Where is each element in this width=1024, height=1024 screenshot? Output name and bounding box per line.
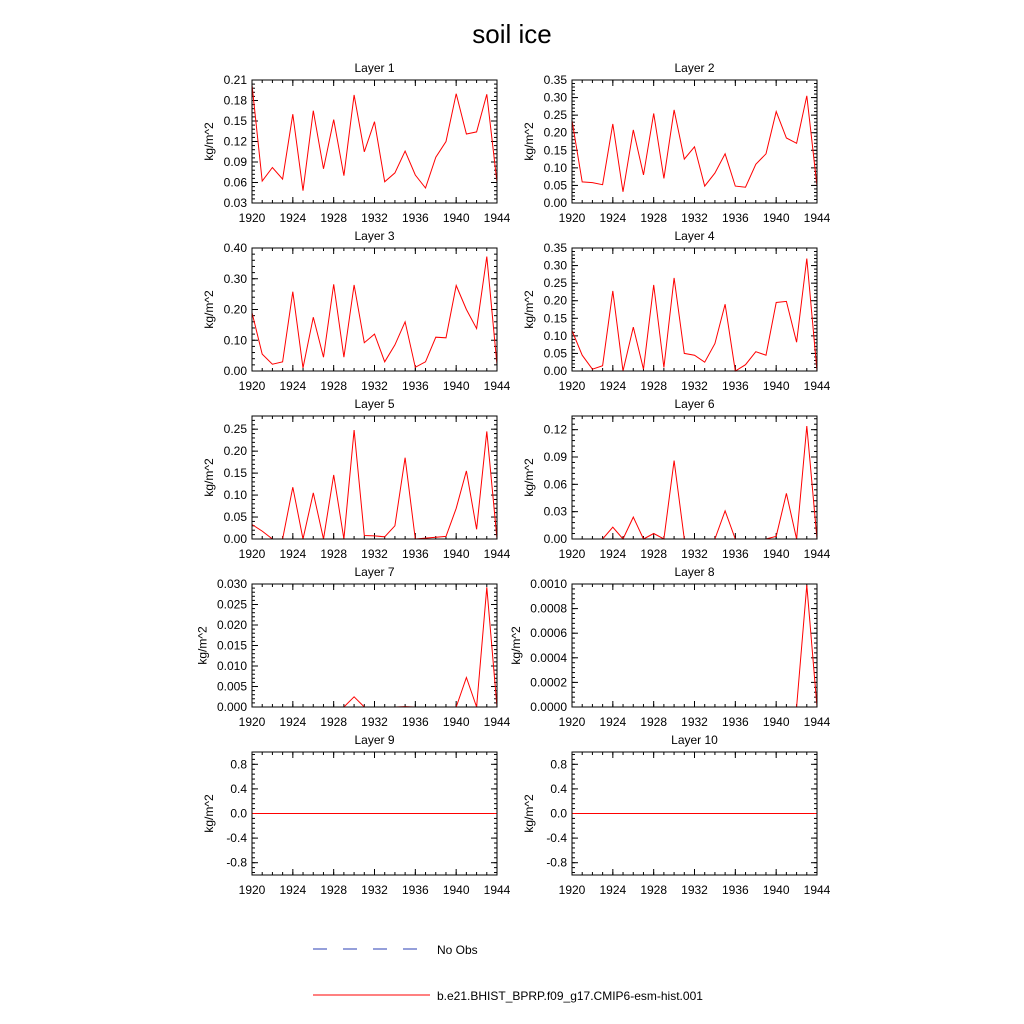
x-tick-label: 1924	[279, 547, 307, 561]
panel-layer-3	[202, 229, 510, 393]
x-tick-label: 1924	[599, 883, 627, 897]
panel-title: Layer 7	[354, 565, 395, 579]
y-axis-label: kg/m^2	[202, 290, 217, 329]
x-tick-label: 1920	[558, 547, 586, 561]
y-tick-label: 0.0006	[530, 626, 567, 641]
y-tick-label: 0.0008	[530, 601, 567, 616]
y-tick-label: 0.0002	[530, 675, 567, 690]
y-tick-label: 0.09	[223, 155, 247, 169]
series-line	[572, 585, 817, 707]
x-tick-label: 1936	[401, 547, 429, 561]
panel-title: Layer 10	[671, 733, 718, 747]
x-tick-label: 1936	[721, 211, 749, 225]
plot-frame	[252, 248, 497, 371]
x-tick-label: 1928	[640, 211, 668, 225]
x-tick-label: 1932	[681, 715, 708, 729]
panel-layer-4	[522, 229, 830, 393]
plot-frame	[572, 584, 817, 707]
y-tick-label: 0.12	[543, 422, 567, 437]
legend-label-no-obs: No Obs	[437, 943, 478, 957]
y-tick-label: 0.0010	[530, 577, 567, 591]
x-tick-label: 1928	[320, 883, 348, 897]
y-tick-label: 0.000	[216, 700, 247, 714]
y-tick-label: 0.35	[543, 73, 567, 87]
x-tick-label: 1936	[401, 379, 429, 393]
y-tick-label: 0.12	[223, 134, 247, 149]
x-tick-label: 1944	[483, 715, 511, 729]
x-tick-label: 1924	[599, 379, 627, 393]
x-tick-label: 1928	[320, 547, 348, 561]
x-tick-label: 1920	[238, 883, 266, 897]
x-tick-label: 1924	[599, 547, 627, 561]
y-axis-label: kg/m^2	[522, 122, 537, 161]
panel-title: Layer 4	[674, 229, 715, 243]
panel-title: Layer 8	[674, 565, 715, 579]
x-tick-label: 1924	[279, 715, 307, 729]
y-axis-label: kg/m^2	[202, 458, 217, 497]
x-tick-label: 1944	[483, 379, 511, 393]
panel-layer-1	[202, 61, 510, 225]
panel-title: Layer 9	[354, 733, 395, 747]
y-tick-label: 0.05	[223, 510, 247, 525]
y-tick-label: 0.15	[223, 466, 247, 481]
x-tick-label: 1928	[640, 547, 668, 561]
panel-title: Layer 6	[674, 397, 715, 411]
y-tick-label: 0.20	[543, 125, 567, 140]
y-tick-label: 0.00	[543, 532, 567, 546]
panel-layer-7	[196, 565, 511, 729]
panel-layer-8	[509, 565, 831, 729]
x-tick-label: 1944	[803, 715, 831, 729]
y-tick-label: -0.4	[546, 831, 567, 846]
x-tick-label: 1944	[803, 379, 831, 393]
y-tick-label: 0.03	[223, 196, 247, 210]
x-tick-label: 1944	[803, 883, 831, 897]
y-tick-label: -0.4	[226, 831, 247, 846]
y-tick-label: 0.06	[223, 175, 247, 190]
x-tick-label: 1944	[803, 547, 831, 561]
x-tick-label: 1936	[721, 715, 749, 729]
y-tick-label: 0.05	[543, 178, 567, 193]
panel-title: Layer 1	[354, 61, 395, 75]
y-tick-label: 0.20	[223, 444, 247, 459]
y-tick-label: 0.005	[216, 679, 247, 694]
x-tick-label: 1924	[279, 883, 307, 897]
panel-layer-10	[522, 733, 830, 897]
series-line	[572, 259, 817, 372]
y-tick-label: 0.40	[223, 241, 247, 255]
x-tick-label: 1940	[442, 211, 470, 225]
y-tick-label: 0.0000	[530, 700, 567, 714]
panel-layer-2	[522, 61, 830, 225]
figure-title: soil ice	[472, 19, 552, 49]
y-tick-label: 0.25	[543, 276, 567, 291]
panel-title: Layer 2	[674, 61, 715, 75]
x-tick-label: 1928	[640, 715, 668, 729]
y-tick-label: 0.15	[223, 114, 247, 128]
series-line	[252, 257, 497, 368]
y-axis-label: kg/m^2	[195, 626, 210, 665]
panel-title: Layer 5	[354, 397, 395, 411]
x-tick-label: 1936	[721, 379, 749, 393]
x-tick-label: 1936	[721, 547, 749, 561]
x-tick-label: 1940	[762, 547, 790, 561]
y-tick-label: 0.8	[550, 757, 567, 772]
x-tick-label: 1928	[640, 883, 668, 897]
panel-title: Layer 3	[354, 229, 395, 243]
y-tick-label: 0.15	[543, 143, 567, 158]
y-axis-label: kg/m^2	[202, 122, 217, 161]
x-tick-label: 1924	[599, 715, 627, 729]
x-tick-label: 1940	[762, 883, 790, 897]
y-tick-label: 0.05	[543, 346, 567, 361]
x-tick-label: 1936	[401, 715, 429, 729]
plot-frame	[252, 584, 497, 707]
x-tick-label: 1940	[762, 715, 790, 729]
y-tick-label: 0.35	[543, 241, 567, 255]
series-line	[252, 430, 497, 539]
y-tick-label: 0.4	[550, 781, 567, 796]
x-tick-label: 1940	[442, 715, 470, 729]
x-tick-label: 1940	[762, 211, 790, 225]
x-tick-label: 1944	[483, 547, 511, 561]
y-tick-label: 0.10	[543, 328, 567, 343]
x-tick-label: 1944	[483, 883, 511, 897]
y-axis-label: kg/m^2	[522, 290, 537, 329]
y-tick-label: 0.00	[223, 364, 247, 378]
y-axis-label: kg/m^2	[202, 794, 217, 833]
y-axis-label: kg/m^2	[522, 458, 537, 497]
y-tick-label: 0.20	[223, 302, 247, 317]
x-tick-label: 1932	[361, 715, 388, 729]
x-tick-label: 1920	[558, 883, 586, 897]
y-tick-label: 0.18	[223, 93, 247, 108]
series-line	[252, 587, 497, 707]
y-tick-label: 0.020	[216, 618, 247, 632]
x-tick-label: 1936	[401, 883, 429, 897]
x-tick-label: 1920	[238, 211, 266, 225]
y-tick-label: 0.0	[230, 806, 247, 821]
y-tick-label: 0.00	[543, 364, 567, 378]
y-tick-label: 0.8	[230, 757, 247, 772]
x-tick-label: 1928	[320, 211, 348, 225]
y-tick-label: 0.015	[216, 638, 247, 653]
y-tick-label: 0.00	[223, 532, 247, 546]
x-tick-label: 1940	[762, 379, 790, 393]
x-tick-label: 1932	[681, 547, 708, 561]
y-tick-label: -0.8	[226, 855, 247, 870]
x-tick-label: 1940	[442, 547, 470, 561]
y-tick-label: 0.025	[216, 597, 247, 612]
y-tick-label: 0.15	[543, 311, 567, 326]
x-tick-label: 1920	[558, 379, 586, 393]
x-tick-label: 1932	[681, 883, 708, 897]
x-tick-label: 1920	[238, 379, 266, 393]
x-tick-label: 1928	[320, 715, 348, 729]
y-tick-label: 0.30	[543, 258, 567, 273]
x-tick-label: 1932	[361, 211, 388, 225]
x-tick-label: 1932	[681, 379, 708, 393]
plot-frame	[572, 80, 817, 203]
y-tick-label: 0.30	[223, 271, 247, 286]
panel-grid	[196, 61, 831, 897]
x-tick-label: 1940	[442, 883, 470, 897]
y-tick-label: 0.30	[543, 90, 567, 105]
y-tick-label: 0.10	[223, 333, 247, 348]
y-tick-label: 0.10	[543, 160, 567, 175]
x-tick-label: 1920	[558, 715, 586, 729]
y-tick-label: -0.8	[546, 855, 567, 870]
y-tick-label: 0.00	[543, 196, 567, 210]
panel-layer-6	[522, 397, 830, 561]
x-tick-label: 1924	[599, 211, 627, 225]
y-axis-label: kg/m^2	[508, 626, 523, 665]
y-tick-label: 0.010	[216, 659, 247, 673]
y-tick-label: 0.4	[230, 781, 247, 796]
y-tick-label: 0.10	[223, 488, 247, 503]
legend-label-model: b.e21.BHIST_BPRP.f09_g17.CMIP6-esm-hist.001	[437, 989, 703, 1003]
y-tick-label: 0.030	[216, 577, 247, 591]
y-tick-label: 0.03	[543, 504, 567, 519]
x-tick-label: 1936	[721, 883, 749, 897]
panel-layer-9	[202, 733, 510, 897]
y-tick-label: 0.20	[543, 293, 567, 308]
x-tick-label: 1920	[238, 715, 266, 729]
x-tick-label: 1932	[361, 379, 388, 393]
x-tick-label: 1924	[279, 211, 307, 225]
legend	[313, 943, 703, 1003]
plot-frame	[252, 416, 497, 539]
y-tick-label: 0.0	[550, 806, 567, 821]
y-tick-label: 0.25	[543, 108, 567, 123]
x-tick-label: 1928	[320, 379, 348, 393]
x-tick-label: 1936	[401, 211, 429, 225]
x-tick-label: 1920	[238, 547, 266, 561]
series-line	[252, 85, 497, 191]
x-tick-label: 1940	[442, 379, 470, 393]
y-tick-label: 0.09	[543, 450, 567, 464]
y-tick-label: 0.06	[543, 477, 567, 492]
x-tick-label: 1932	[361, 883, 388, 897]
y-tick-label: 0.21	[223, 73, 247, 87]
x-tick-label: 1924	[279, 379, 307, 393]
series-line	[572, 426, 817, 539]
x-tick-label: 1944	[803, 211, 831, 225]
x-tick-label: 1920	[558, 211, 586, 225]
x-tick-label: 1932	[361, 547, 388, 561]
y-tick-label: 0.25	[223, 422, 247, 437]
x-tick-label: 1928	[640, 379, 668, 393]
x-tick-label: 1932	[681, 211, 708, 225]
x-tick-label: 1944	[483, 211, 511, 225]
panel-layer-5	[202, 397, 510, 561]
series-line	[572, 96, 817, 192]
y-axis-label: kg/m^2	[522, 794, 537, 833]
plot-frame	[572, 248, 817, 371]
y-tick-label: 0.0004	[530, 650, 567, 665]
